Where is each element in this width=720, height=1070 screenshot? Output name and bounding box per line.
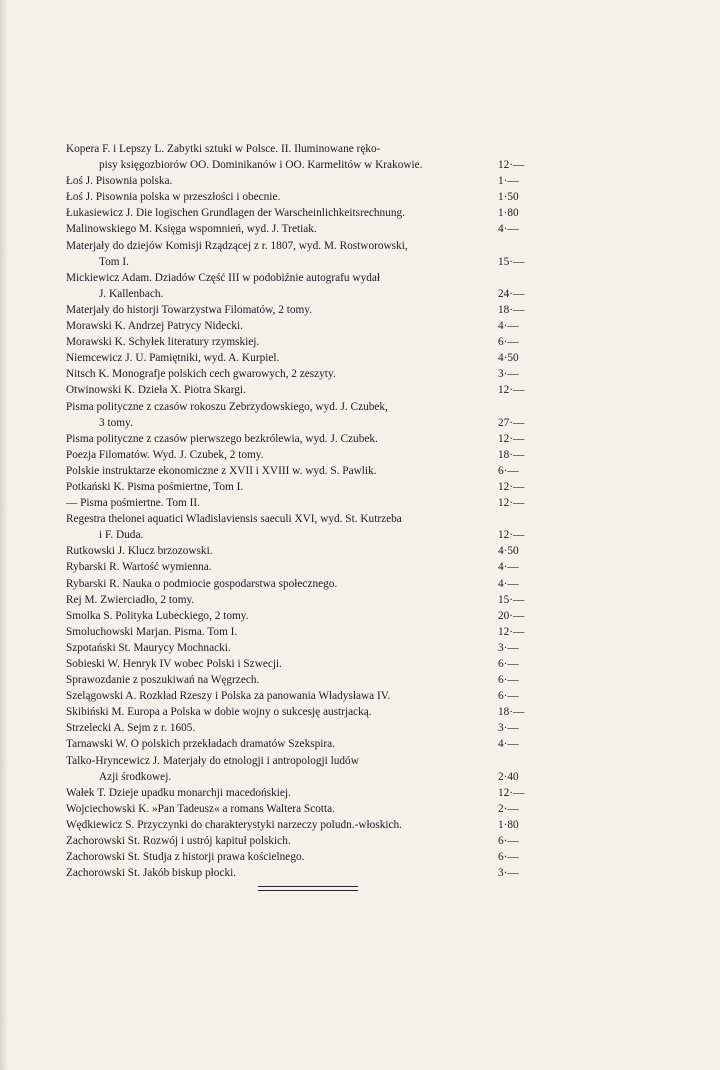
entry-price: 4·— [498, 577, 519, 590]
entry-continuation-line [66, 769, 532, 785]
entry-price: 18·— [498, 303, 525, 316]
entry-line [66, 785, 532, 801]
entry-price: 4·50 [498, 545, 519, 558]
closing-rule-top [258, 886, 358, 887]
entry-line [66, 221, 532, 237]
entry-line [66, 640, 532, 656]
entry-text: Skibiński M. Europa a Polska w dobie wojny o sukcesję austrjacką. [66, 706, 372, 719]
entry-line [66, 624, 532, 640]
catalog-entry [66, 704, 532, 720]
entry-line [66, 399, 532, 415]
entry-price: 3·— [498, 641, 519, 654]
entry-text: Zachorowski St. Rozwój i ustrój kapituł polskich. [66, 835, 291, 848]
entry-price: 6·— [498, 658, 519, 670]
publication-list [66, 141, 532, 881]
catalog-entry [66, 221, 532, 237]
entry-text: pisy księgozbiorów OO. Dominikanów i OO. Karmelitów w Krakowie. [99, 159, 423, 172]
entry-text: Potkański K. Pisma pośmiertne, Tom I. [66, 480, 244, 493]
catalog-entry [66, 865, 532, 881]
entry-text: Pisma polityczne z czasów pierwszego bezkrólewia, wyd. J. Czubek. [66, 432, 378, 445]
entry-price: 4·— [498, 738, 519, 751]
entry-text: Kopera F. i Lepszy L. Zabytki sztuki w Polsce. II. Iluminowane ręko- [66, 143, 381, 155]
entry-text: Rej M. Zwierciadło, 2 tomy. [66, 593, 195, 606]
entry-text: Azji środkowej. [99, 770, 172, 783]
entry-text: Talko-Hryncewicz J. Materjały do etnologji i antropologji ludów [66, 754, 359, 767]
catalog-entry [66, 720, 532, 736]
entry-continuation-line [66, 527, 532, 543]
catalog-entry [66, 495, 532, 511]
catalog-entry [66, 543, 532, 559]
catalog-entry [66, 608, 532, 624]
entry-price: 12·— [498, 432, 525, 445]
catalog-entry [66, 511, 532, 543]
entry-price: 12·— [498, 625, 525, 638]
entry-text: Smoluchowski Marjan. Pisma. Tom I. [66, 625, 238, 638]
entry-text: Wojciechowski K. »Pan Tadeusz« a romans Waltera Scotta. [66, 802, 335, 815]
entry-line [66, 318, 532, 334]
catalog-entry [66, 205, 532, 221]
entry-price: 6·— [498, 851, 519, 864]
entry-line [66, 350, 532, 366]
entry-line [66, 576, 532, 592]
entry-price: 6·— [498, 336, 519, 349]
entry-line [66, 495, 532, 511]
catalog-entry [66, 849, 532, 865]
entry-text: Materjały do historji Towarzystwa Filomatów, 2 tomy. [66, 303, 313, 316]
catalog-entry [66, 350, 532, 366]
entry-line [66, 817, 532, 833]
entry-price: 4·— [498, 223, 519, 236]
entry-line [66, 479, 532, 495]
entry-price: 3·— [498, 368, 519, 381]
catalog-entry [66, 656, 532, 672]
catalog-entry [66, 592, 532, 608]
catalog-entry [66, 833, 532, 849]
entry-text: Szpotański St. Maurycy Mochnacki. [66, 641, 231, 654]
entry-price: 12·— [498, 159, 525, 172]
entry-line [66, 366, 532, 382]
entry-price: 2·40 [498, 770, 519, 783]
entry-text: Zachorowski St. Studja z historji prawa kościelnego. [66, 851, 305, 864]
entry-line [66, 849, 532, 865]
entry-line [66, 559, 532, 575]
entry-price: 12·— [498, 384, 525, 397]
catalog-entry [66, 382, 532, 398]
entry-price: 18·— [498, 706, 525, 719]
entry-line [66, 334, 532, 350]
catalog-entry [66, 817, 532, 833]
entry-continuation-line [66, 286, 532, 302]
entry-text: 3 tomy. [99, 416, 133, 429]
catalog-entry [66, 173, 532, 189]
entry-line [66, 720, 532, 736]
entry-line [66, 592, 532, 608]
catalog-entry [66, 399, 532, 431]
entry-line [66, 463, 532, 479]
catalog-entry [66, 270, 532, 302]
entry-line [66, 302, 532, 318]
catalog-entry [66, 753, 532, 785]
catalog-entry [66, 736, 532, 752]
entry-price: 6·— [498, 835, 519, 848]
entry-text: Smolka S. Polityka Lubeckiego, 2 tomy. [66, 609, 249, 622]
catalog-entry [66, 801, 532, 817]
entry-price: 24·— [498, 287, 525, 300]
entry-price: 2·— [498, 802, 519, 815]
entry-price: 4·— [498, 561, 519, 574]
entry-price: 6·— [498, 464, 519, 477]
entry-price: 18·— [498, 448, 525, 461]
entry-price: 27·— [498, 416, 525, 429]
entry-text: Pisma polityczne z czasów rokoszu Zebrzydowskiego, wyd. J. Czubek, [66, 400, 388, 413]
entry-price: 15·— [498, 593, 525, 606]
entry-text: Rybarski R. Nauka o podmiocie gospodarstwa społecznego. [66, 577, 338, 590]
entry-text: Szelągowski A. Rozkład Rzeszy i Polska za panowania Władysława IV. [66, 690, 391, 703]
entry-price: 12·— [498, 786, 525, 799]
entry-line [66, 608, 532, 624]
entry-text: Poezja Filomatów. Wyd. J. Czubek, 2 tomy. [66, 448, 264, 461]
entry-line [66, 753, 532, 769]
entry-text: — Pisma pośmiertne. Tom II. [66, 497, 200, 510]
entry-text: Morawski K. Andrzej Patrycy Nidecki. [66, 320, 243, 333]
catalog-entry [66, 366, 532, 382]
entry-line [66, 833, 532, 849]
catalog-entry [66, 463, 532, 479]
entry-text: Morawski K. Schyłek literatury rzymskiej. [66, 336, 260, 349]
entry-price: 20·— [498, 609, 525, 622]
entry-text: Łoś J. Pisownia polska. [66, 175, 173, 188]
entry-line [66, 447, 532, 463]
catalog-entry [66, 431, 532, 447]
entry-text: Otwinowski K. Dzieła X. Piotra Skargi. [66, 384, 246, 397]
entry-line [66, 704, 532, 720]
entry-price: 12·— [498, 529, 525, 542]
entry-price: 12·— [498, 497, 525, 510]
entry-line [66, 865, 532, 881]
entry-price: 3·— [498, 722, 519, 735]
entry-text: Wałek T. Dzieje upadku monarchji macedońskiej. [66, 786, 291, 799]
entry-price: 1·— [498, 175, 519, 188]
entry-text: Zachorowski St. Jakób biskup płocki. [66, 867, 237, 880]
entry-text: J. Kallenbach. [99, 287, 164, 300]
entry-text: Tarnawski W. O polskich przekładach dramatów Szekspira. [66, 738, 336, 751]
entry-line [66, 238, 532, 254]
entry-price: 1·80 [498, 818, 519, 831]
catalog-entry [66, 559, 532, 575]
catalog-entry [66, 318, 532, 334]
entry-price: 3·— [498, 867, 519, 880]
catalog-entry [66, 640, 532, 656]
entry-price: 4·— [498, 320, 519, 333]
catalog-entry [66, 479, 532, 495]
entry-text: Strzelecki A. Sejm z r. 1605. [66, 722, 196, 735]
entry-price: 15·— [498, 255, 525, 268]
entry-line [66, 672, 532, 688]
closing-rule-bottom [258, 890, 358, 891]
entry-line [66, 511, 532, 527]
catalog-entry [66, 785, 532, 801]
entry-continuation-line [66, 157, 532, 173]
entry-line [66, 736, 532, 752]
entry-text: Łukasiewicz J. Die logischen Grundlagen der Warscheinlichkeitsrechnung. [66, 207, 405, 220]
entry-line [66, 688, 532, 704]
entry-line [66, 382, 532, 398]
entry-line [66, 431, 532, 447]
catalog-entry [66, 672, 532, 688]
entry-line [66, 189, 532, 205]
entry-line [66, 205, 532, 221]
entry-text: Rybarski R. Wartość wymienna. [66, 561, 212, 574]
entry-continuation-line [66, 415, 532, 431]
entry-text: Tom I. [99, 255, 129, 268]
entry-line [66, 270, 532, 286]
page-edge-shadow [0, 0, 8, 1070]
catalog-entry [66, 447, 532, 463]
entry-text: i F. Duda. [99, 529, 144, 542]
entry-price: 12·— [498, 480, 525, 493]
entry-text: Rutkowski J. Klucz brzozowski. [66, 545, 213, 558]
entry-line [66, 801, 532, 817]
entry-line [66, 173, 532, 189]
entry-line [66, 656, 532, 672]
catalog-entry [66, 189, 532, 205]
catalog-entry [66, 624, 532, 640]
entry-line [66, 543, 532, 559]
entry-continuation-line [66, 254, 532, 270]
entry-text: Łoś J. Pisownia polska w przeszłości i obecnie. [66, 191, 281, 204]
entry-text: Sobieski W. Henryk IV wobec Polski i Szwecji. [66, 658, 282, 670]
entry-price: 1·80 [498, 207, 519, 220]
catalog-entry [66, 302, 532, 318]
catalog-entry [66, 334, 532, 350]
catalog-entry [66, 576, 532, 592]
catalog-entry [66, 238, 532, 270]
entry-price: 4·50 [498, 352, 519, 365]
entry-line [66, 141, 532, 157]
entry-price: 1·50 [498, 191, 519, 204]
entry-text: Malinowskiego M. Księga wspomnień, wyd. J. Tretiak. [66, 223, 317, 236]
catalog-entry [66, 688, 532, 704]
entry-price: 6·— [498, 690, 519, 703]
entry-text: Wędkiewicz S. Przyczynki do charakterystyki narzeczy poludn.-włoskich. [66, 818, 402, 831]
entry-text: Mickiewicz Adam. Dziadów Część III w podobiźnie autografu wydał [66, 271, 381, 284]
entry-text: Materjały do dziejów Komisji Rządzącej z r. 1807, wyd. M. Rostworowski, [66, 239, 408, 252]
entry-price: 6·— [498, 674, 519, 687]
catalog-entry [66, 141, 532, 173]
entry-text: Sprawozdanie z poszukiwań na Węgrzech. [66, 674, 260, 687]
entry-text: Polskie instruktarze ekonomiczne z XVII i XVIII w. wyd. S. Pawlik. [66, 464, 377, 477]
entry-text: Regestra thelonei aquatici Wladislaviensis saeculi XVI, wyd. St. Kutrzeba [66, 513, 402, 526]
entry-text: Nitsch K. Monografje polskich cech gwarowych, 2 zeszyty. [66, 368, 336, 381]
entry-text: Niemcewicz J. U. Pamiętniki, wyd. A. Kurpiel. [66, 352, 280, 365]
